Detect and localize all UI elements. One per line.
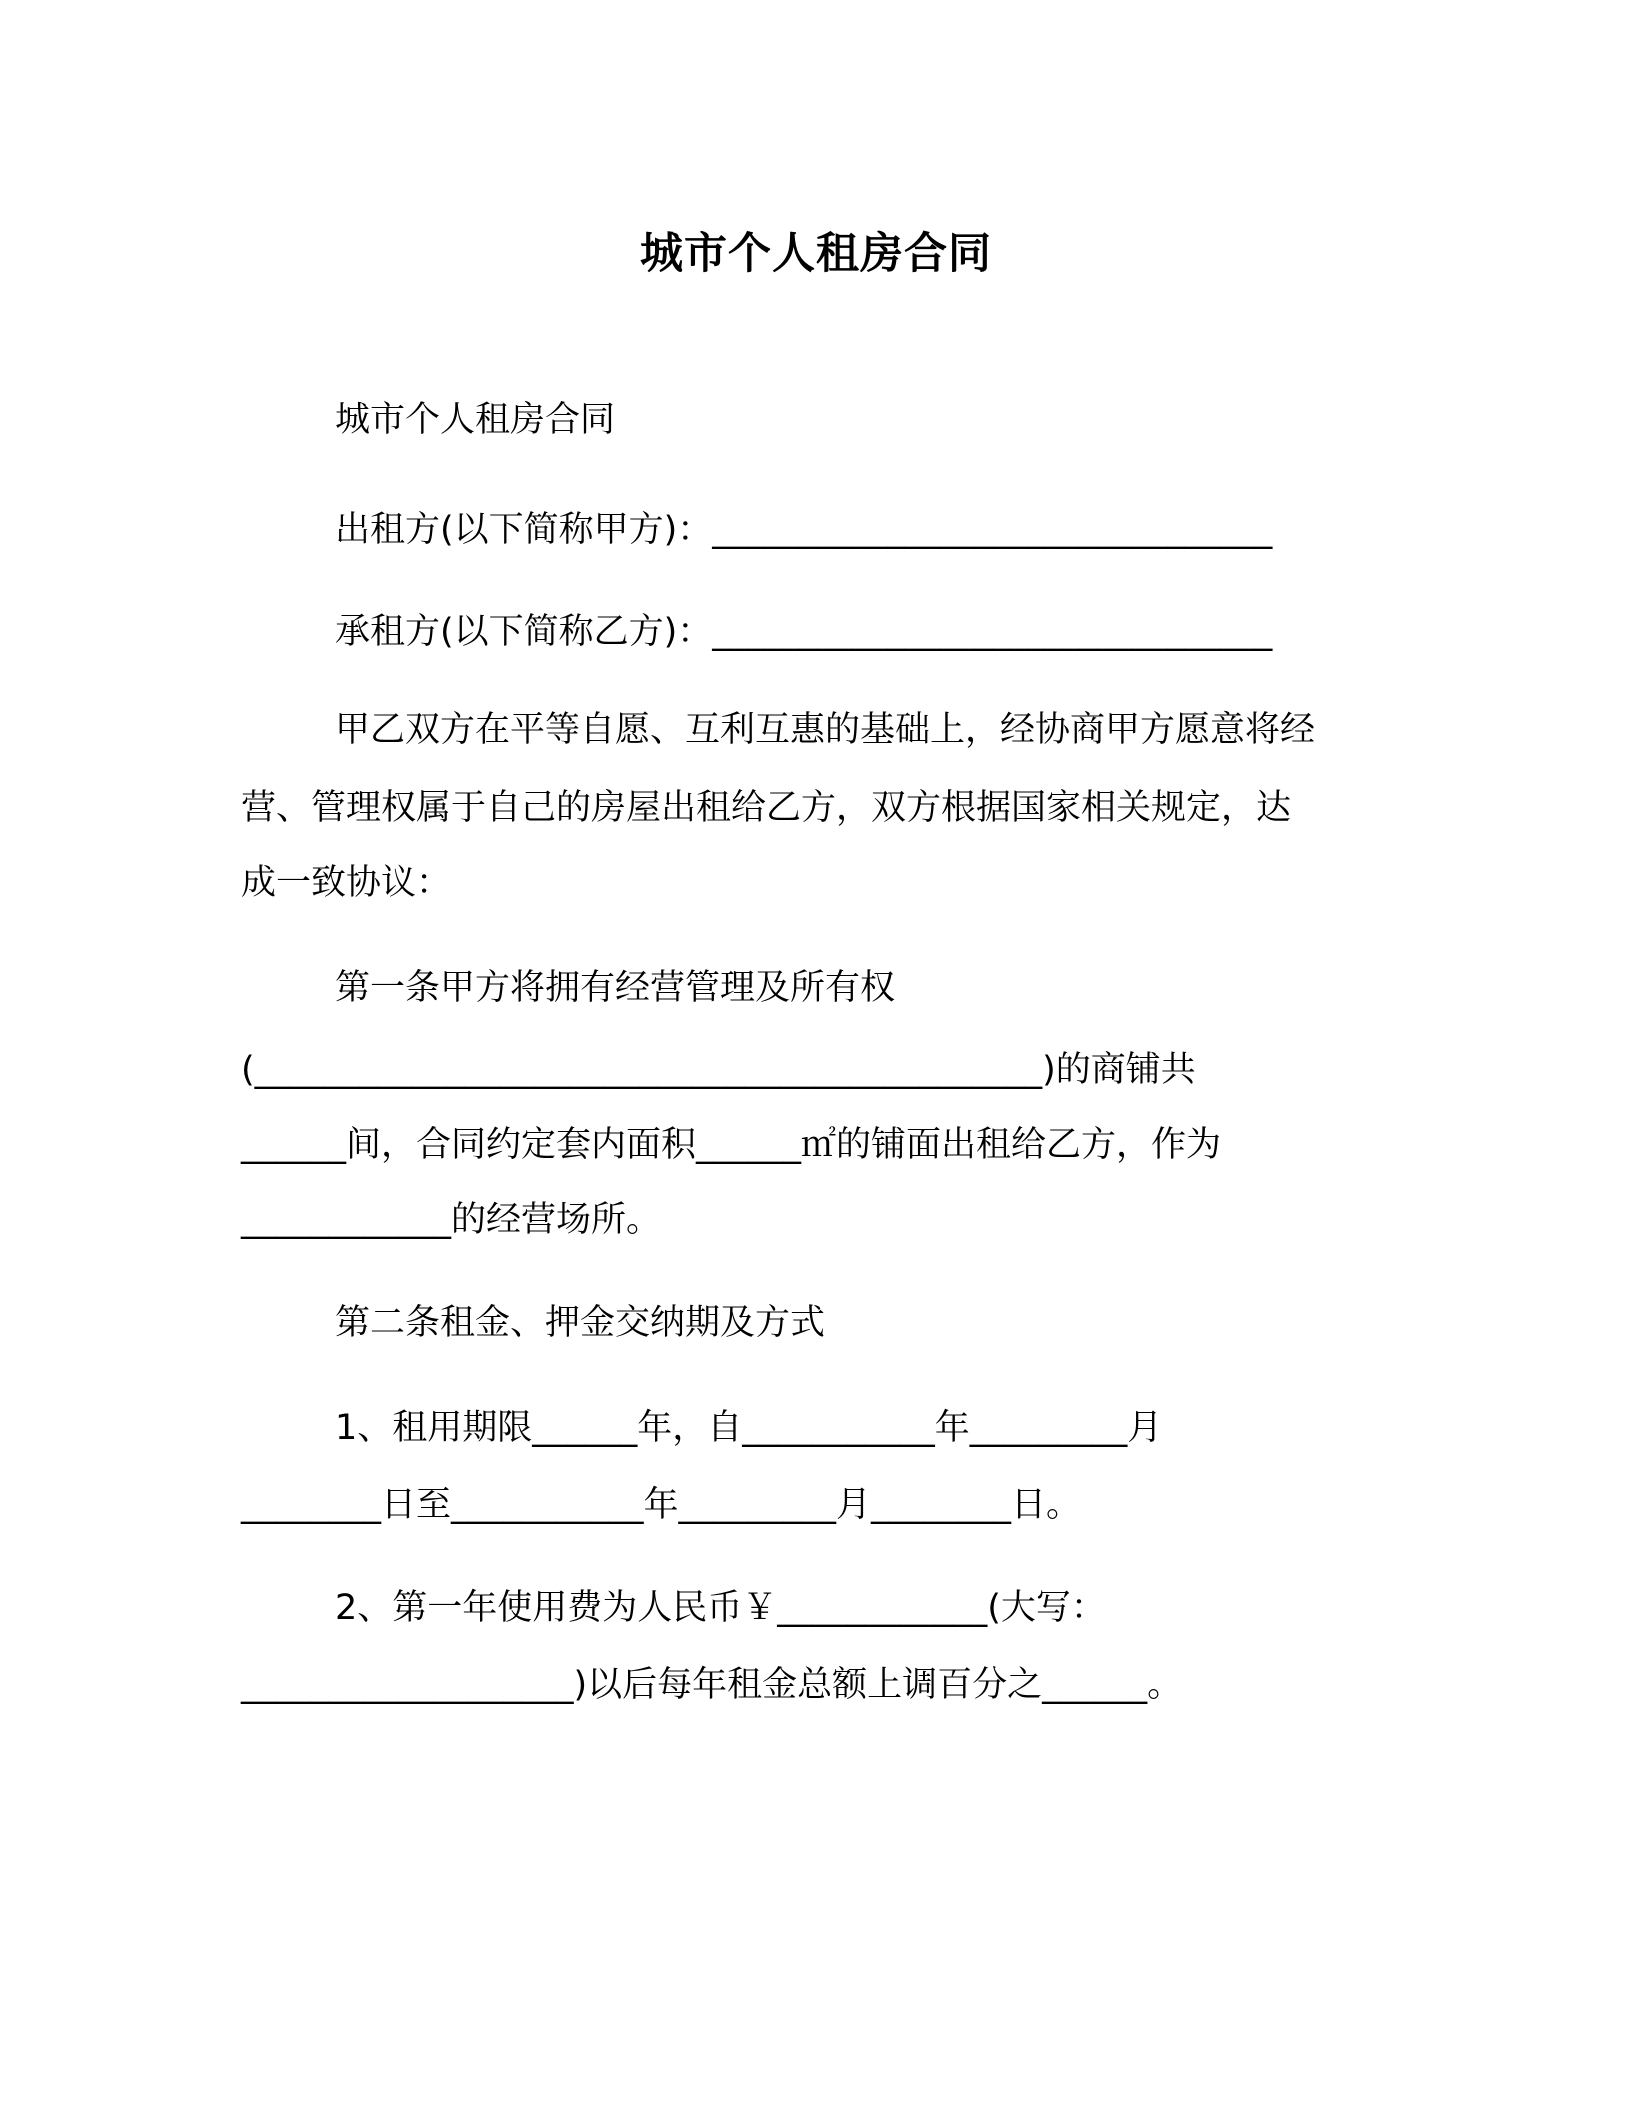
article-1-line-2: ______间，合同约定套内面积______㎡的铺面出租给乙方，作为	[241, 1125, 1222, 1165]
term-line-1: 1、租用期限______年，自___________年_________月	[335, 1408, 1163, 1448]
term-line-2: ________日至___________年_________月________日。	[241, 1485, 1082, 1525]
article-1-heading: 第一条甲方将拥有经营管理及所有权	[335, 968, 896, 1008]
article-1-line-1: (_____________________________________________)的商铺共	[241, 1050, 1196, 1090]
lessee-line: 承租方(以下简称乙方)：________________________________	[335, 612, 1273, 652]
article-1-line-3: ____________的经营场所。	[241, 1200, 662, 1240]
rent-line-2: ___________________)以后每年租金总额上调百分之______。	[241, 1665, 1183, 1705]
article-2-heading: 第二条租金、押金交纳期及方式	[335, 1303, 826, 1343]
subtitle-line: 城市个人租房合同	[335, 400, 616, 440]
preamble-line-2: 营、管理权属于自己的房屋出租给乙方，双方根据国家相关规定，达	[241, 788, 1292, 828]
rent-line-1: 2、第一年使用费为人民币￥____________(大写：	[335, 1588, 1106, 1628]
preamble-line-1: 甲乙双方在平等自愿、互利互惠的基础上，经协商甲方愿意将经	[335, 710, 1316, 750]
preamble-line-3: 成一致协议：	[241, 863, 452, 903]
document-title: 城市个人租房合同	[640, 229, 992, 279]
lessor-line: 出租方(以下简称甲方)：________________________________	[335, 510, 1273, 550]
